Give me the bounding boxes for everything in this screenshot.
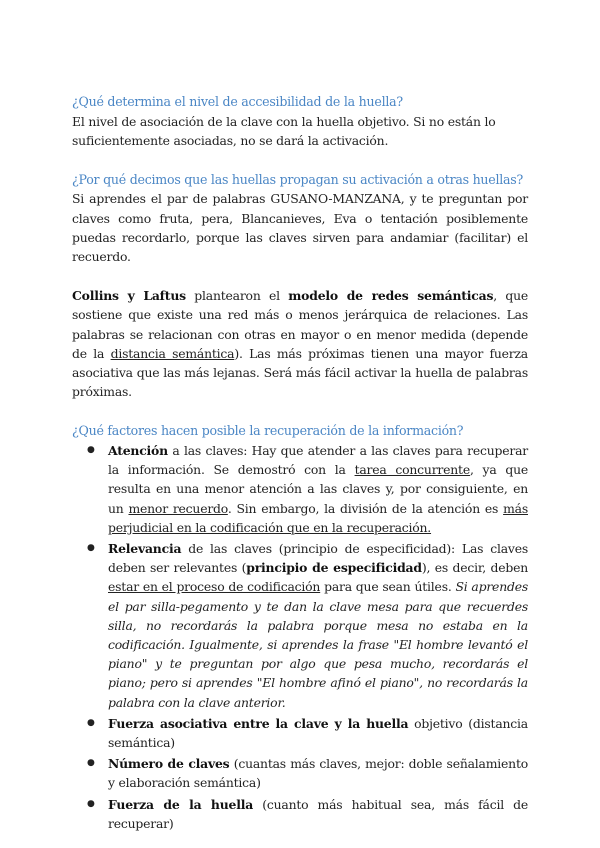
collins-paragraph [72, 286, 528, 401]
semantic-distance-term: distancia semántica [110, 345, 235, 361]
question-retrieval-factors: ¿Qué factores hacen posible la recuperación de la información? [72, 423, 464, 439]
answer-accessibility: El nivel de asociación de la clave con la huella objetivo. Si no están lo suficientemente asociadas, no se dará la activación. [72, 113, 496, 148]
question-accessibility: ¿Qué determina el nivel de accesibilidad de la huella? [72, 94, 403, 109]
text-span: ). Las más próximas tienen una mayor fuerza asociativa que las más lejanas. Será más fácil activar la huella de palabras próximas. [72, 345, 528, 400]
text-span: para que sean útiles. [320, 579, 456, 595]
list-item [87, 441, 528, 537]
list-item [87, 539, 528, 712]
answer-activation-spread: Si aprendes el par de palabras GUSANO-MANZANA, y te preguntan por claves como fruta, pera, Blancanieves, Eva o tentación posiblemente puedas recordarlo, porque las claves sirven para andamiar (facilitar) el recuerdo. [72, 191, 528, 265]
text-span: , que sostiene que existe una red más o menos jerárquica de relaciones. Las palabras se relacionan con otras en mayor o en menor medida (depende de la [72, 288, 529, 361]
text-span: ), es decir, deben [421, 560, 528, 576]
item-title: Atención [108, 442, 168, 458]
text-span: a las claves: Hay que atender a las claves para recuperar la información. Se demostró con la [108, 442, 528, 478]
item-title: Relevancia [108, 540, 182, 556]
text-span: (cuanto más habitual sea, más fácil de recuperar) [108, 796, 528, 831]
underlined-term: tarea concurrente [354, 462, 470, 478]
bullet-icon: ● [87, 444, 95, 455]
factors-list [72, 441, 528, 833]
bullet-icon: ● [87, 798, 95, 809]
item-title: Número de claves [108, 756, 230, 772]
text-span: . Sin embargo, la división de la atención es [227, 500, 504, 516]
example-text: Si aprendes el par silla-pegamento y te dan la clave mesa para que recuerdes silla, no recordarás la palabra porque mesa no estaba en la codificación. Igualmente, si aprendes la frase "El hombre levantó el piano" y te preguntan por algo que pesa mucho, recordarás el piano; pero si aprendes "El hombre afinó el piano", no recordarás la palabra con la clave anterior. [108, 579, 528, 710]
text-span: plantearon el [185, 288, 289, 304]
question-activation-spread: ¿Por qué decimos que las huellas propagan su activación a otras huellas? [72, 171, 524, 187]
text-span: de las claves (principio de especificidad): Las claves deben ser relevantes ( [108, 540, 528, 576]
underlined-term: más perjudicial en la codificación que en la recuperación. [108, 500, 528, 535]
list-item [87, 754, 529, 792]
item-title: Fuerza asociativa entre la clave y la huella [108, 715, 409, 731]
text-span: (cuantas más claves, mejor: doble señalamiento y elaboración semántica) [108, 756, 529, 791]
bold-term: principio de especificidad [246, 560, 422, 576]
bullet-icon: ● [87, 542, 95, 553]
list-item [87, 714, 528, 752]
bullet-icon: ● [87, 717, 95, 728]
bullet-icon: ● [87, 758, 95, 769]
underlined-term: menor recuerdo [128, 500, 228, 516]
list-item [87, 795, 528, 833]
authors: Collins y Laftus [72, 288, 186, 304]
underlined-term: estar en el proceso de codificación [108, 579, 321, 595]
text-span: , ya que resulta en una menor atención a las claves y, por consiguiente, en un [108, 462, 528, 516]
item-title: Fuerza de la huella [108, 796, 254, 812]
model-name: modelo de redes semánticas [288, 288, 494, 304]
text-span: objetivo (distancia semántica) [108, 715, 528, 750]
